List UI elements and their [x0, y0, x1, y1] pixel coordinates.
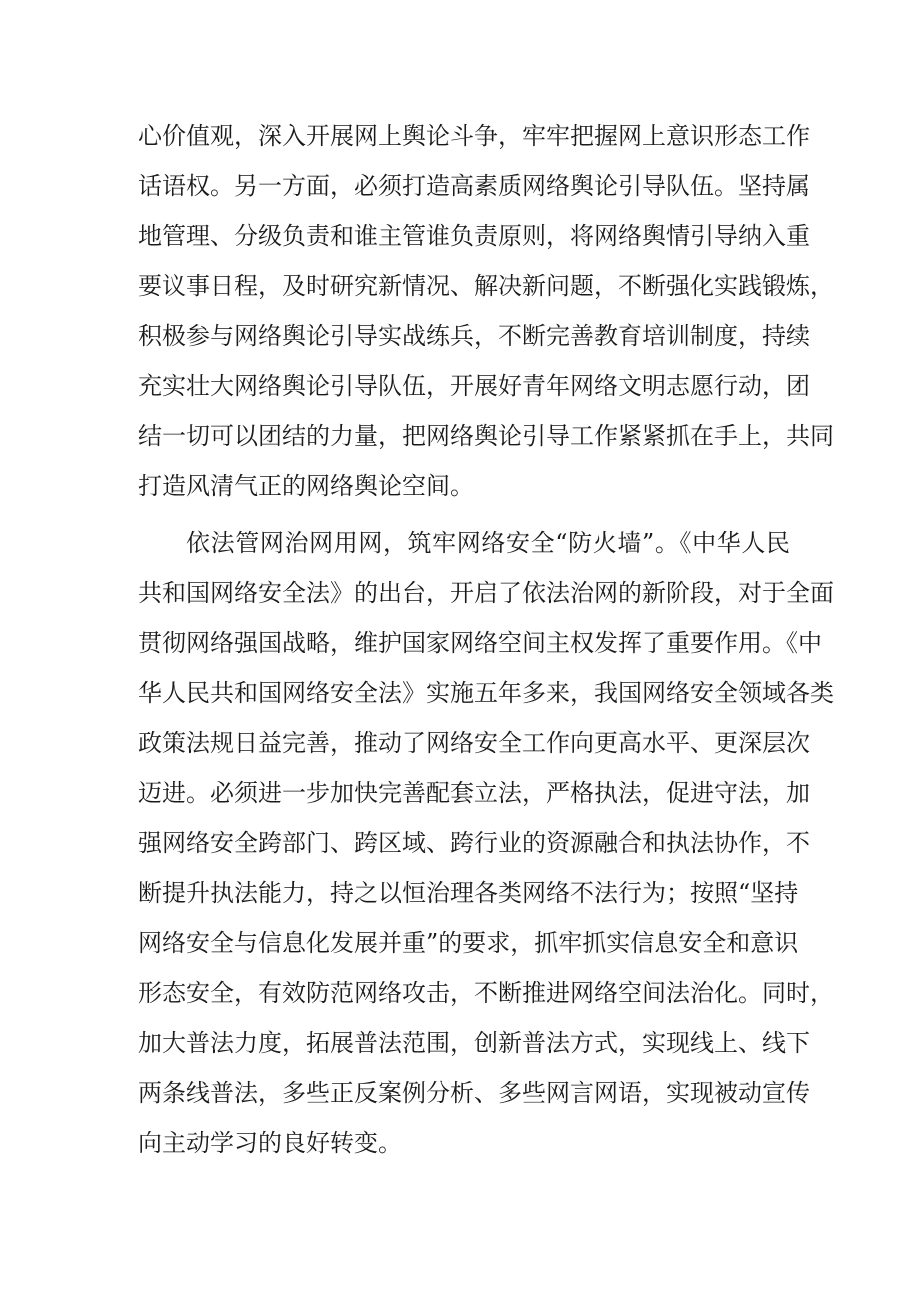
paragraph-line: 依法管网治网用网，筑牢网络安全“防火墙”。《中华人民 [186, 529, 790, 557]
paragraph-line: 心价值观，深入开展网上舆论斗争，牢牢把握网上意识形态工作 [138, 122, 810, 150]
paragraph-line: 结一切可以团结的力量，把网络舆论引导工作紧紧抓在手上，共同 [138, 422, 834, 450]
paragraph-line: 充实壮大网络舆论引导队伍，开展好青年网络文明志愿行动，团 [138, 372, 810, 400]
paragraph-line: 网络安全与信息化发展并重”的要求，抓牢抓实信息安全和意识 [138, 929, 799, 957]
paragraph-line: 贯彻网络强国战略，维护国家网络空间主权发挥了重要作用。《中 [138, 629, 822, 657]
paragraph-line: 要议事日程，及时研究新情况、解决新问题，不断强化实践锻炼， [138, 272, 834, 300]
paragraph-line: 断提升执法能力，持之以恒治理各类网络不法行为；按照“坚持 [138, 879, 799, 907]
paragraph-line: 迈进。必须进一步加快完善配套立法，严格执法，促进守法，加 [138, 779, 810, 807]
paragraph-line: 政策法规日益完善，推动了网络安全工作向更高水平、更深层次 [138, 729, 810, 757]
paragraph-line: 打造风清气正的网络舆论空间。 [138, 472, 474, 500]
paragraph-line: 华人民共和国网络安全法》实施五年多来，我国网络安全领域各类 [138, 679, 834, 707]
paragraph-line: 共和国网络安全法》的出台，开启了依法治网的新阶段，对于全面 [138, 579, 834, 607]
paragraph-line: 两条线普法，多些正反案例分析、多些网言网语，实现被动宣传 [138, 1079, 810, 1107]
paragraph-line: 地管理、分级负责和谁主管谁负责原则，将网络舆情引导纳入重 [138, 222, 810, 250]
paragraph-line: 话语权。另一方面，必须打造高素质网络舆论引导队伍。坚持属 [138, 172, 810, 200]
paragraph-line: 形态安全，有效防范网络攻击，不断推进网络空间法治化。同时， [138, 979, 834, 1007]
paragraph-line: 积极参与网络舆论引导实战练兵，不断完善教育培训制度，持续 [138, 322, 810, 350]
paragraph-line: 强网络安全跨部门、跨区域、跨行业的资源融合和执法协作，不 [138, 829, 810, 857]
paragraph-line: 向主动学习的良好转变。 [138, 1129, 402, 1157]
paragraph-line: 加大普法力度，拓展普法范围，创新普法方式，实现线上、线下 [138, 1029, 810, 1057]
